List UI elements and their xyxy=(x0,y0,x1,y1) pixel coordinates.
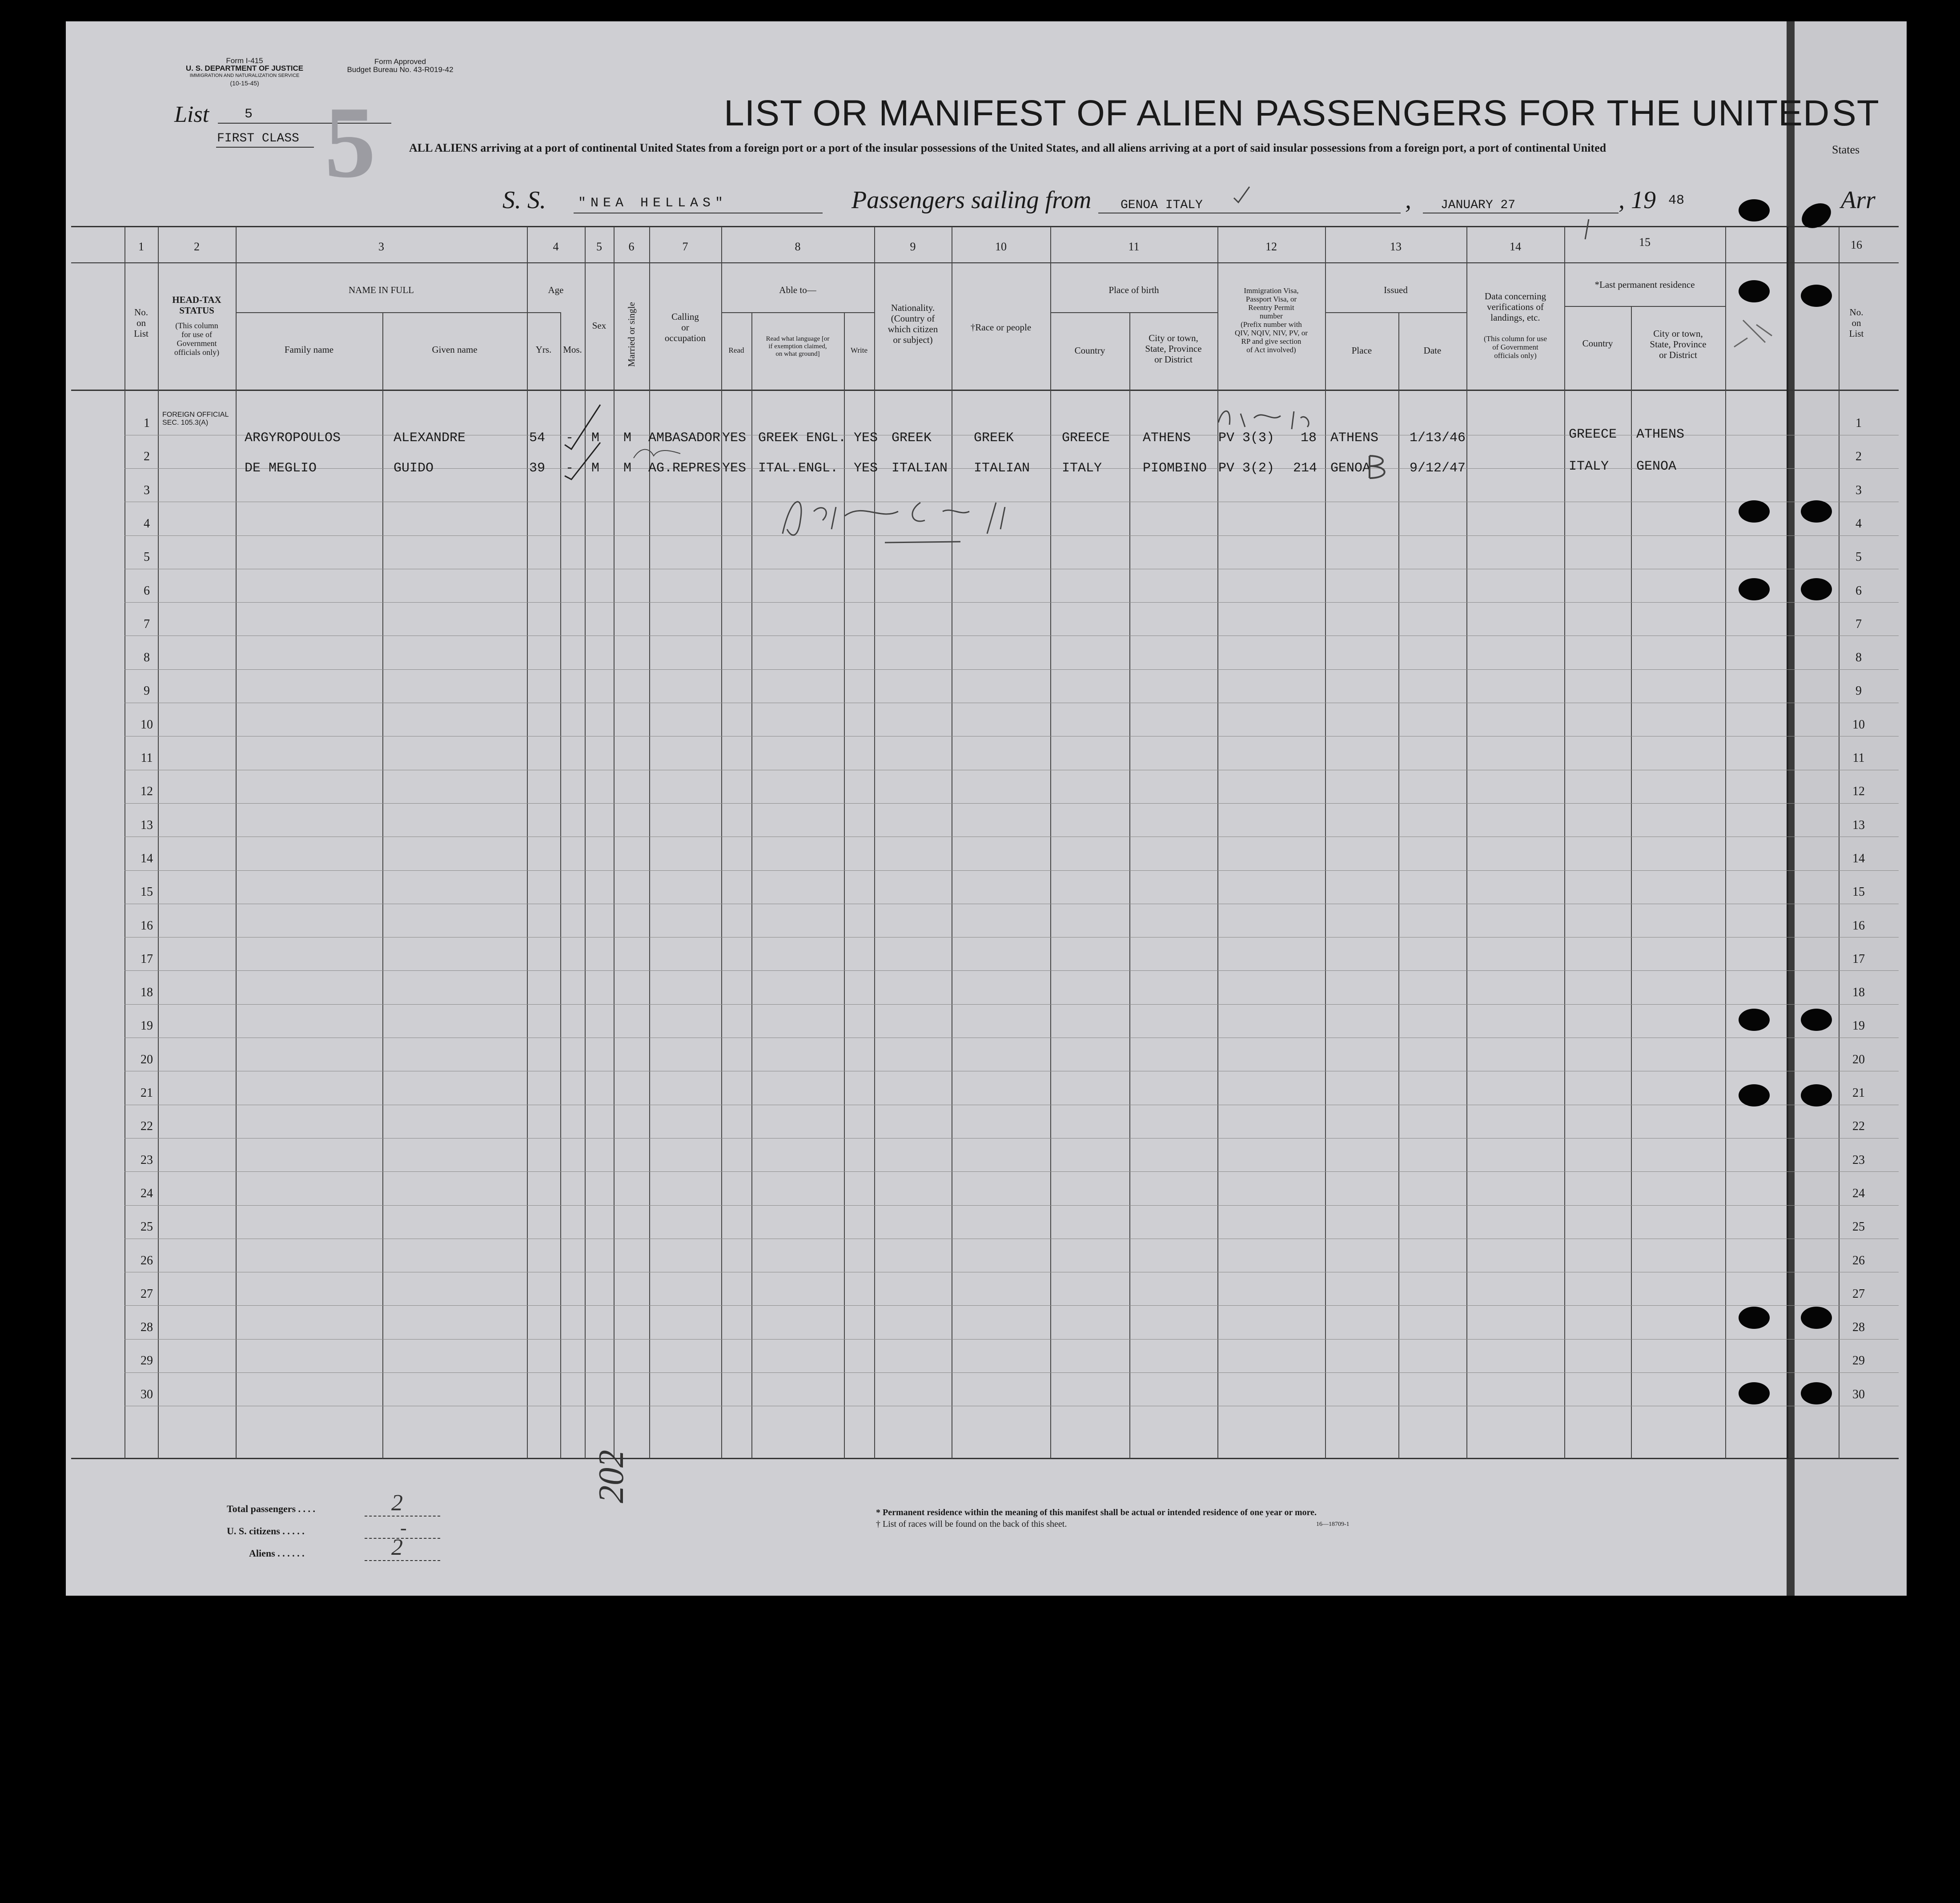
header-visa: Immigration Visa, Passport Visa, or Reentry Permit number (Prefix number with QIV, NQIV, NIV, PV, or RP and give section of Act involved) xyxy=(1234,286,1308,354)
row-number-next-page: 12 xyxy=(1852,785,1865,799)
row-number: 16 xyxy=(141,918,153,933)
row-rule xyxy=(125,602,1899,603)
row-number-next-page: 23 xyxy=(1852,1153,1865,1167)
col-num-3: 3 xyxy=(378,240,384,253)
handwritten-check-marks xyxy=(551,396,623,485)
form-id-block xyxy=(169,57,320,87)
total-passengers-value: 2 xyxy=(391,1490,403,1516)
visa-number: 18 xyxy=(1301,430,1317,446)
handwritten-visa-b xyxy=(1365,454,1392,480)
punch-hole xyxy=(1801,285,1832,307)
col-num-9: 9 xyxy=(910,240,916,253)
list-stamp: 5 xyxy=(325,85,376,199)
row-rule xyxy=(125,970,1899,971)
header-name-in-full: NAME IN FULL xyxy=(349,285,414,295)
sailing-label: Passengers sailing from xyxy=(851,186,1092,214)
departure-port: GENOA ITALY xyxy=(1121,198,1203,212)
class-underline xyxy=(216,147,314,148)
next-page-script: Arr xyxy=(1841,186,1876,214)
row-rule xyxy=(125,803,1899,804)
row-number-next-page: 9 xyxy=(1856,684,1862,698)
visa-type: PV 3(2) xyxy=(1218,461,1275,476)
row-number-next-page: 10 xyxy=(1852,717,1865,732)
birth-country: GREECE xyxy=(1062,430,1110,446)
table-top-rule xyxy=(71,226,1899,227)
punch-hole xyxy=(1801,1009,1832,1031)
col-num-12: 12 xyxy=(1265,240,1277,253)
col-num-10: 10 xyxy=(995,240,1007,253)
next-page-title: ST xyxy=(1832,93,1880,133)
row-rule xyxy=(125,1138,1899,1139)
punch-hole xyxy=(1801,1382,1832,1404)
tick-mark xyxy=(1581,217,1599,244)
row-number: 18 xyxy=(141,986,153,1000)
marital-status: M xyxy=(623,461,632,476)
occupation: AMBASADOR xyxy=(648,430,721,446)
row-number-next-page: 5 xyxy=(1856,550,1862,564)
name-subrule xyxy=(236,312,560,313)
punch-hole xyxy=(1739,199,1770,221)
header-no-on-list: No. on List xyxy=(134,307,149,339)
header-age: Age xyxy=(548,285,564,295)
row-number-next-page: 4 xyxy=(1856,516,1862,531)
comma-1: , xyxy=(1405,186,1411,214)
col-num-6: 6 xyxy=(628,240,635,253)
departure-date: JANUARY 27 xyxy=(1441,198,1516,212)
header-able-to: Able to— xyxy=(779,285,816,295)
issued-place: ATHENS xyxy=(1330,430,1379,446)
department-name: U. S. DEPARTMENT OF JUSTICE xyxy=(185,64,304,72)
residence-city: GENOA xyxy=(1636,459,1677,474)
header-read: Read xyxy=(728,346,744,354)
header-head-tax: HEAD-TAX STATUS xyxy=(172,294,221,316)
sex: M xyxy=(591,430,600,446)
footnote-residence: * Permanent residence within the meaning of this manifest shall be actual or intended residence of one year or more. xyxy=(876,1508,1317,1517)
row-number: 8 xyxy=(144,651,150,665)
list-label: List xyxy=(174,102,209,127)
us-citizens-value: - xyxy=(400,1517,407,1539)
punch-hole xyxy=(1801,578,1832,600)
header-last-residence: *Last permanent residence xyxy=(1595,279,1695,290)
row-number: 21 xyxy=(141,1086,153,1100)
port-tick-mark xyxy=(1232,185,1254,207)
visa-number: 214 xyxy=(1293,461,1317,476)
punch-hole xyxy=(1739,1084,1770,1106)
col-num-13: 13 xyxy=(1390,240,1402,253)
visa-type: PV 3(3) xyxy=(1218,430,1275,446)
row-number-next-page: 29 xyxy=(1852,1354,1865,1368)
row-number-next-page: 16 xyxy=(1852,918,1865,933)
residence-country: GREECE xyxy=(1569,427,1617,442)
row-number: 14 xyxy=(141,851,153,865)
row-number-next-page: 11 xyxy=(1852,751,1865,765)
row-number: 26 xyxy=(141,1253,153,1267)
row-number-next-page: 13 xyxy=(1852,818,1865,832)
aliens-underline xyxy=(365,1560,440,1561)
head-tax-status: FOREIGN OFFICIAL SEC. 105.3(A) xyxy=(162,411,229,426)
col-num-8: 8 xyxy=(795,240,801,253)
col-num-14: 14 xyxy=(1510,240,1521,253)
row-number-next-page: 19 xyxy=(1852,1019,1865,1033)
header-family-name: Family name xyxy=(284,344,334,355)
age-months: - xyxy=(566,461,574,476)
language: ITAL.ENGL. xyxy=(758,461,839,476)
row-number: 11 xyxy=(141,751,153,765)
col-num-16: 16 xyxy=(1851,238,1862,251)
punch-hole xyxy=(1801,1084,1832,1106)
header-calling: Calling or occupation xyxy=(664,311,706,343)
birth-city: PIOMBINO xyxy=(1143,461,1207,476)
approval-block xyxy=(342,58,458,74)
age-subrule xyxy=(527,312,560,313)
row-number: 30 xyxy=(141,1387,153,1401)
row-number-next-page: 2 xyxy=(1856,450,1862,464)
row-number-next-page: 8 xyxy=(1856,651,1862,665)
row-number: 1 xyxy=(144,416,150,430)
aliens-label: Aliens . . . . . . xyxy=(249,1548,305,1559)
row-rule xyxy=(125,1372,1899,1373)
form-date-code: (10-15-45) xyxy=(230,80,259,87)
race: ITALIAN xyxy=(974,461,1030,476)
age-months: - xyxy=(566,430,574,446)
punch-hole xyxy=(1739,1382,1770,1404)
handwritten-occupation-note xyxy=(631,445,685,463)
punch-hole xyxy=(1739,500,1770,523)
given-name: ALEXANDRE xyxy=(394,430,466,446)
punch-hole xyxy=(1801,500,1832,523)
handwritten-margin-mark xyxy=(1730,311,1779,356)
row-rule xyxy=(125,1339,1899,1340)
handwritten-count: 202 xyxy=(592,1450,631,1503)
row-number: 29 xyxy=(141,1354,153,1368)
can-read: YES xyxy=(722,461,747,476)
row-rule xyxy=(125,1305,1899,1306)
header-head-tax-note: (This column for use of Government officials only) xyxy=(174,321,220,357)
header-write: Write xyxy=(850,346,868,354)
header-res-country: Country xyxy=(1582,338,1613,349)
aliens-value: 2 xyxy=(391,1535,403,1560)
header-place-of-birth: Place of birth xyxy=(1109,285,1159,295)
row-number-next-page: 22 xyxy=(1852,1119,1865,1134)
header-issued: Issued xyxy=(1384,285,1408,295)
row-number: 22 xyxy=(141,1119,153,1134)
race: GREEK xyxy=(974,430,1014,446)
handwritten-signature xyxy=(774,485,1058,556)
header-birth-city: City or town, State, Province or District xyxy=(1145,333,1202,365)
row-number-next-page: 1 xyxy=(1856,416,1862,430)
row-number: 3 xyxy=(144,483,150,497)
row-number-next-page: 3 xyxy=(1856,483,1862,497)
row-number-next-page: 24 xyxy=(1852,1186,1865,1200)
issued-date: 9/12/47 xyxy=(1410,461,1466,476)
given-name: GUIDO xyxy=(394,461,434,476)
ship-name: "NEA HELLAS" xyxy=(578,196,728,211)
able-subrule xyxy=(721,312,874,313)
row-number-next-page: 7 xyxy=(1856,617,1862,631)
total-passengers-label: Total passengers . . . . xyxy=(227,1503,316,1514)
row-number: 12 xyxy=(141,785,153,799)
row-number-next-page: 17 xyxy=(1852,952,1865,966)
ship-prefix: S. S. xyxy=(502,186,546,214)
header-given-name: Given name xyxy=(432,344,478,355)
row-number-next-page: 26 xyxy=(1852,1253,1865,1267)
row-number: 17 xyxy=(141,952,153,966)
issued-date: 1/13/46 xyxy=(1410,430,1466,446)
header-yrs: Yrs. xyxy=(535,344,552,355)
row-number-next-page: 18 xyxy=(1852,986,1865,1000)
marital-status: M xyxy=(623,430,632,446)
row-number: 19 xyxy=(141,1019,153,1033)
manifest-page xyxy=(66,21,1787,1596)
col-num-5: 5 xyxy=(596,240,602,253)
occupation: AG.REPRES xyxy=(648,461,721,476)
row-number: 27 xyxy=(141,1287,153,1301)
col-num-11: 11 xyxy=(1128,240,1140,253)
header-birth-country: Country xyxy=(1074,345,1105,356)
header-read-language: Read what language [or if exemption claimed, on what ground] xyxy=(766,335,830,358)
form-print-code: 16—18709-1 xyxy=(1316,1521,1350,1528)
row-number: 6 xyxy=(144,583,150,598)
row-number: 20 xyxy=(141,1052,153,1066)
next-page-no-on-list: No. on List xyxy=(1849,307,1864,339)
issued-subrule xyxy=(1325,312,1466,313)
column-number-rule xyxy=(71,262,1899,263)
family-name: ARGYROPOULOS xyxy=(245,430,341,446)
residence-city: ATHENS xyxy=(1636,427,1685,442)
col-num-7: 7 xyxy=(682,240,688,253)
punch-hole xyxy=(1739,1009,1770,1031)
language: GREEK ENGL. xyxy=(758,430,847,446)
class-label: FIRST CLASS xyxy=(217,132,299,145)
birth-country: ITALY xyxy=(1062,461,1102,476)
row-number-next-page: 20 xyxy=(1852,1052,1865,1066)
header-issued-date: Date xyxy=(1423,345,1442,356)
page-subtitle: ALL ALIENS arriving at a port of continental United States from a foreign port or a port of the insular possessions of the United States, and all aliens arriving at a port of said insular possessions from a foreign port, a port of continental United xyxy=(409,141,1607,154)
sex: M xyxy=(591,461,600,476)
row-number: 5 xyxy=(144,550,150,564)
age-years: 39 xyxy=(529,461,546,476)
header-nationality: Nationality. (Country of which citizen or subject) xyxy=(888,302,938,345)
residence-subrule xyxy=(1564,306,1725,307)
row-rule xyxy=(125,870,1899,871)
age-years: 54 xyxy=(529,430,546,446)
row-number-next-page: 27 xyxy=(1852,1287,1865,1301)
col-num-15: 15 xyxy=(1639,236,1651,249)
col-num-2: 2 xyxy=(194,240,200,253)
birth-city: ATHENS xyxy=(1143,430,1191,446)
row-number: 7 xyxy=(144,617,150,631)
next-page-subtitle: States xyxy=(1832,143,1860,156)
table-bottom-rule xyxy=(71,1458,1899,1459)
row-rule xyxy=(125,1205,1899,1206)
row-number: 15 xyxy=(141,885,153,899)
row-number-next-page: 6 xyxy=(1856,583,1862,598)
family-name: DE MEGLIO xyxy=(245,461,317,476)
row-number-next-page: 28 xyxy=(1852,1320,1865,1335)
row-number: 4 xyxy=(144,516,150,531)
punch-hole xyxy=(1801,1307,1832,1329)
form-number: Form I-415 xyxy=(226,56,263,65)
row-rule xyxy=(125,1004,1899,1005)
col-num-1: 1 xyxy=(138,240,144,253)
row-rule xyxy=(125,1171,1899,1172)
row-number-next-page: 25 xyxy=(1852,1220,1865,1234)
row-number: 10 xyxy=(141,717,153,732)
row-number-next-page: 15 xyxy=(1852,885,1865,899)
header-data-landings: Data concerning verifications of landings, etc. xyxy=(1484,291,1546,323)
header-issued-place: Place xyxy=(1351,345,1372,356)
service-name: IMMIGRATION AND NATURALIZATION SERVICE xyxy=(189,73,300,78)
can-write: YES xyxy=(854,430,878,446)
budget-number: Budget Bureau No. 43-R019-42 xyxy=(347,65,454,74)
row-number: 28 xyxy=(141,1320,153,1335)
row-number-next-page: 30 xyxy=(1852,1387,1865,1401)
row-number: 2 xyxy=(144,450,150,464)
punch-hole xyxy=(1739,1307,1770,1329)
header-bottom-rule xyxy=(71,390,1899,391)
list-number: 5 xyxy=(245,107,253,122)
header-res-city: City or town, State, Province or District xyxy=(1650,328,1707,360)
header-mos: Mos. xyxy=(563,344,582,355)
residence-country: ITALY xyxy=(1569,459,1609,474)
form-approved: Form Approved xyxy=(374,57,426,66)
header-married: Married or single xyxy=(626,302,637,367)
row-number: 13 xyxy=(141,818,153,832)
row-number-next-page: 14 xyxy=(1852,851,1865,865)
nationality: GREEK xyxy=(892,430,932,446)
nationality: ITALIAN xyxy=(892,461,948,476)
can-read: YES xyxy=(722,430,747,446)
year-suffix: 48 xyxy=(1668,193,1685,208)
row-number-next-page: 21 xyxy=(1852,1086,1865,1100)
year-prefix: , 19 xyxy=(1619,186,1656,214)
header-race: †Race or people xyxy=(970,322,1032,333)
punch-hole xyxy=(1739,578,1770,600)
row-number: 23 xyxy=(141,1153,153,1167)
page-title: LIST OR MANIFEST OF ALIEN PASSENGERS FOR THE UNITED xyxy=(724,93,1830,133)
punch-hole xyxy=(1739,280,1770,302)
col-num-4: 4 xyxy=(553,240,559,253)
can-write: YES xyxy=(854,461,878,476)
header-sex: Sex xyxy=(592,320,606,331)
row-number: 24 xyxy=(141,1186,153,1200)
birth-subrule xyxy=(1050,312,1217,313)
row-rule xyxy=(125,669,1899,670)
issued-place: GENOA xyxy=(1330,461,1371,476)
handwritten-visa-note xyxy=(1214,405,1316,431)
header-data-note: (This column for use of Government officials only) xyxy=(1483,334,1547,360)
us-citizens-label: U. S. citizens . . . . . xyxy=(227,1525,305,1537)
footnote-races: † List of races will be found on the back of this sheet. xyxy=(876,1519,1067,1529)
row-number: 9 xyxy=(144,684,150,698)
row-number: 25 xyxy=(141,1220,153,1234)
